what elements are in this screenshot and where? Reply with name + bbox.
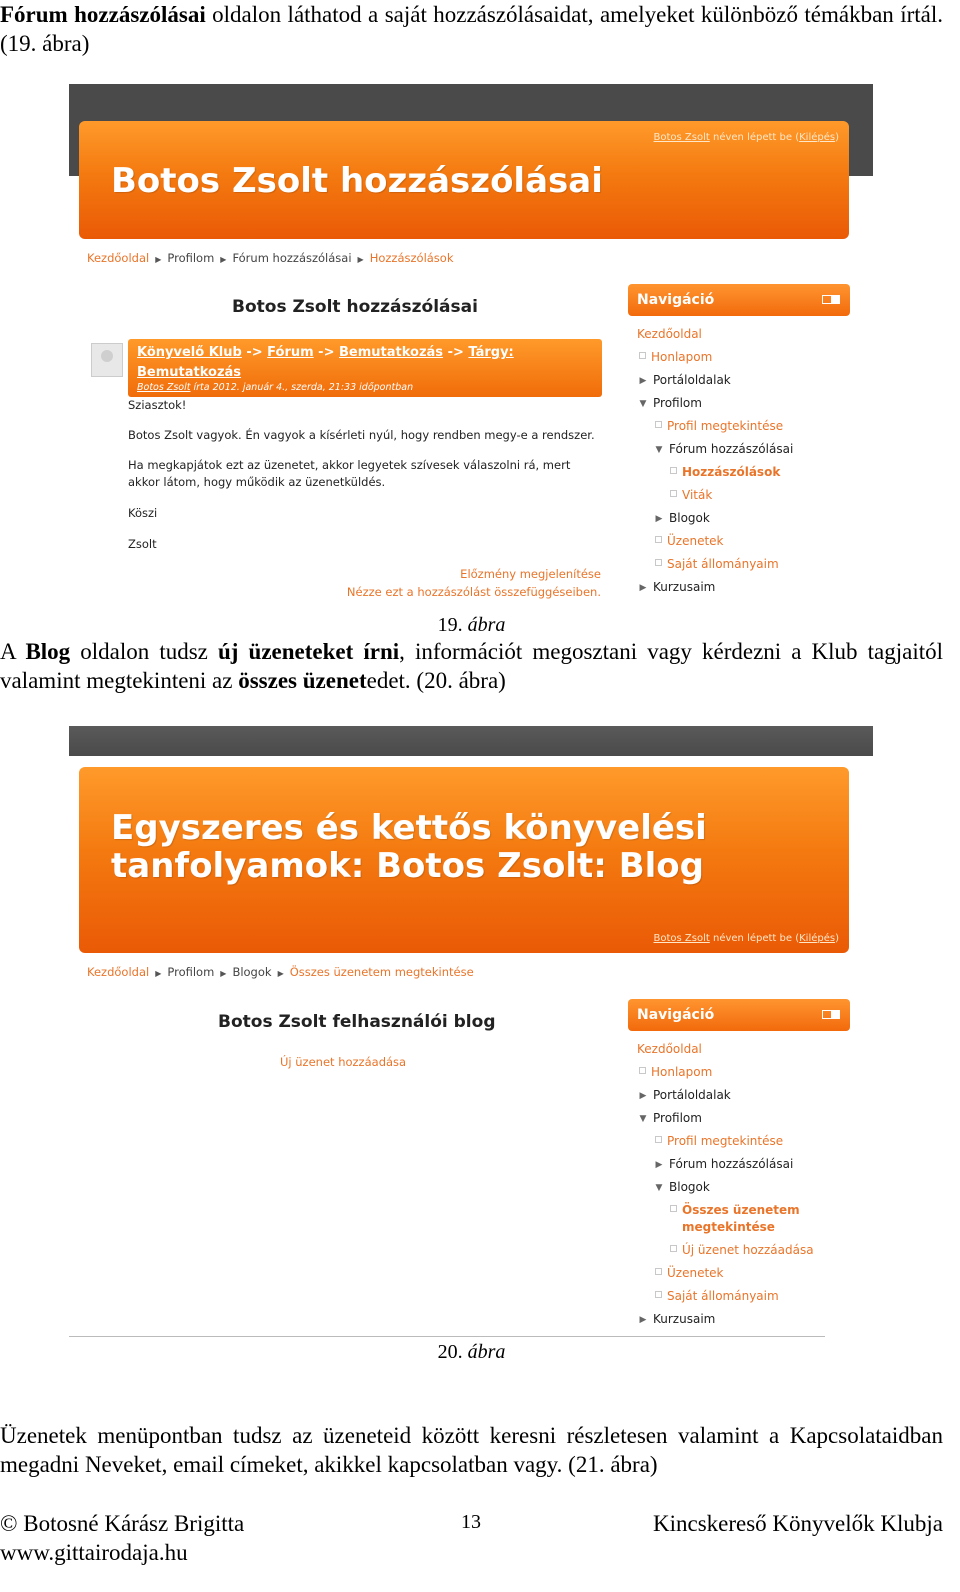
bullet-square-icon bbox=[639, 352, 646, 359]
post-path-link[interactable]: Fórum bbox=[267, 345, 314, 360]
post-line: Köszi bbox=[128, 506, 158, 520]
page-title: Botos Zsolt hozzászólásai bbox=[232, 297, 478, 317]
nav-item[interactable] bbox=[653, 1288, 779, 1305]
page-banner bbox=[79, 121, 849, 239]
login-info: Botos Zsolt néven lépett be (Kilépés) bbox=[653, 933, 839, 944]
nav-item[interactable] bbox=[637, 1064, 712, 1081]
login-user-link[interactable]: Botos Zsolt bbox=[653, 933, 710, 944]
nav-item[interactable] bbox=[668, 464, 780, 481]
nav-item[interactable] bbox=[637, 326, 702, 343]
breadcrumb-profile[interactable]: Profilom bbox=[167, 965, 215, 979]
nav-item[interactable] bbox=[637, 1087, 731, 1104]
messages-paragraph: Üzenetek menüpontban tudsz az üzeneteid között keresni részletesen valamint a Kapcsolataidban megadni Neveket, email címeket, akikkel kapcsolatban vagy. (21. ábra) bbox=[0, 1423, 943, 1477]
nav-item-label: Üzenetek bbox=[667, 1266, 724, 1280]
nav-item-label: Kezdőoldal bbox=[637, 327, 702, 341]
nav-item[interactable] bbox=[637, 1311, 715, 1328]
expand-arrow-icon: ▶ bbox=[639, 583, 647, 593]
nav-item[interactable] bbox=[668, 1242, 814, 1259]
nav-item[interactable] bbox=[668, 487, 712, 504]
breadcrumb-blogs[interactable]: Blogok bbox=[232, 965, 272, 979]
bullet-square-icon bbox=[670, 467, 677, 474]
blog-paragraph: A Blog oldalon tudsz új üzeneteket írni, információt megosztani vagy kérdezni a Klub tagjaitól valamint megtekinteni az összes üzenetedet. (20. ábra) bbox=[0, 639, 944, 693]
nav-item-label: Kurzusaim bbox=[653, 1312, 716, 1326]
nav-item-label: Profil megtekintése bbox=[667, 419, 784, 433]
nav-item-label: Fórum hozzászólásai bbox=[669, 1157, 794, 1171]
nav-item[interactable] bbox=[653, 1156, 793, 1173]
login-user-link[interactable]: Botos Zsolt bbox=[653, 132, 710, 143]
nav-item-label: Kurzusaim bbox=[653, 580, 716, 594]
nav-item-label: Saját állományaim bbox=[667, 1289, 779, 1303]
nav-item[interactable] bbox=[653, 556, 779, 573]
dock-icon[interactable] bbox=[822, 1010, 840, 1019]
nav-item-label: Profil megtekintése bbox=[667, 1134, 784, 1148]
footer-website: www.gittairodaja.hu bbox=[0, 1540, 188, 1565]
nav-item[interactable] bbox=[637, 395, 702, 412]
bullet-square-icon bbox=[639, 1067, 646, 1074]
post-line: Zsolt bbox=[128, 537, 157, 551]
post-path-link[interactable]: Bemutatkozás bbox=[339, 345, 444, 360]
breadcrumb bbox=[87, 251, 454, 265]
nav-item[interactable] bbox=[637, 1041, 702, 1058]
bullet-square-icon bbox=[655, 1291, 662, 1298]
collapse-arrow-icon: ▼ bbox=[655, 445, 663, 455]
nav-item-label: Blogok bbox=[669, 1180, 710, 1194]
nav-item[interactable] bbox=[653, 1179, 710, 1196]
nav-item-label: Új üzenet hozzáadása bbox=[682, 1243, 814, 1257]
figure-19-screenshot bbox=[69, 84, 873, 612]
nav-item[interactable] bbox=[668, 1202, 800, 1236]
expand-arrow-icon: ▶ bbox=[655, 514, 663, 524]
breadcrumb-sep-icon: ▶ bbox=[220, 969, 227, 978]
nav-item-label: Blogok bbox=[669, 511, 710, 525]
bullet-square-icon bbox=[670, 1205, 677, 1212]
nav-item-label: Viták bbox=[682, 488, 713, 502]
post-line: Sziasztok! bbox=[128, 398, 187, 412]
collapse-arrow-icon: ▼ bbox=[639, 399, 647, 409]
nav-item-label: Profilom bbox=[653, 1111, 702, 1125]
nav-item[interactable] bbox=[653, 441, 793, 458]
nav-item-label: Hozzászólások bbox=[682, 465, 781, 479]
dock-icon[interactable] bbox=[822, 295, 840, 304]
nav-item-label: Saját állományaim bbox=[667, 557, 779, 571]
breadcrumb-home[interactable]: Kezdőoldal bbox=[87, 251, 150, 265]
bullet-square-icon bbox=[655, 421, 662, 428]
breadcrumb-current[interactable]: Hozzászólások bbox=[369, 251, 454, 265]
figure-20-screenshot bbox=[69, 718, 873, 1338]
post-line: Ha megkapjátok ezt az üzenetet, akkor legyetek szívesek válaszolni rá, mert akkor látom, hogy működik az üzenetküldés. bbox=[128, 458, 571, 489]
post-path-link[interactable]: Tárgy: Bemutatkozás bbox=[137, 345, 514, 380]
navigation-block bbox=[628, 284, 850, 594]
nav-item[interactable] bbox=[653, 1133, 783, 1150]
nav-item-label: Összes üzenetem megtekintése bbox=[682, 1203, 800, 1234]
nav-item-label: Honlapom bbox=[651, 350, 713, 364]
divider bbox=[69, 1336, 825, 1337]
nav-item[interactable] bbox=[653, 510, 710, 527]
navigation-title: Navigáció bbox=[637, 292, 715, 308]
intro-paragraph bbox=[0, 0, 943, 58]
expand-arrow-icon: ▶ bbox=[639, 376, 647, 386]
post-path-separator: -> bbox=[241, 345, 268, 360]
caption-20: 20. ábra bbox=[437, 1341, 506, 1363]
bullet-square-icon bbox=[655, 559, 662, 566]
logout-link[interactable]: Kilépés bbox=[799, 132, 836, 143]
logout-link[interactable]: Kilépés bbox=[799, 933, 836, 944]
banner-title: Botos Zsolt hozzászólásai bbox=[111, 161, 603, 201]
nav-item[interactable] bbox=[637, 1110, 702, 1127]
bullet-square-icon bbox=[670, 490, 677, 497]
post-path-link[interactable]: Könyvelő Klub bbox=[137, 345, 242, 360]
bullet-square-icon bbox=[655, 1268, 662, 1275]
add-message-link[interactable]: Új üzenet hozzáadása bbox=[280, 1055, 407, 1069]
post-path-separator: -> bbox=[443, 345, 469, 360]
expand-arrow-icon: ▶ bbox=[639, 1091, 647, 1101]
nav-item-label: Portáloldalak bbox=[653, 373, 731, 387]
breadcrumb-current[interactable]: Összes üzenetem megtekintése bbox=[289, 965, 474, 979]
nav-item[interactable] bbox=[653, 533, 724, 550]
show-previous-link[interactable]: Előzmény megjelenítése bbox=[460, 567, 601, 581]
intro-bold: Fórum hozzászólásai bbox=[0, 2, 206, 27]
breadcrumb-sep-icon: ▶ bbox=[220, 255, 227, 264]
breadcrumb-home[interactable]: Kezdőoldal bbox=[87, 965, 150, 979]
breadcrumb bbox=[87, 965, 474, 979]
navigation-header bbox=[628, 999, 850, 1031]
footer-author: © Botosné Kárász Brigitta bbox=[0, 1511, 245, 1536]
nav-item-label: Profilom bbox=[653, 396, 702, 410]
collapse-arrow-icon: ▼ bbox=[655, 1183, 663, 1193]
breadcrumb-forum[interactable]: Fórum hozzászólásai bbox=[232, 251, 352, 265]
nav-item-label: Kezdőoldal bbox=[637, 1042, 702, 1056]
navigation-title: Navigáció bbox=[637, 1007, 715, 1023]
expand-arrow-icon: ▶ bbox=[639, 1315, 647, 1325]
page-banner bbox=[79, 767, 849, 953]
breadcrumb-sep-icon: ▶ bbox=[277, 969, 284, 978]
navigation-block bbox=[628, 999, 850, 1326]
page-title: Botos Zsolt felhasználói blog bbox=[218, 1012, 496, 1032]
nav-item[interactable] bbox=[653, 418, 783, 435]
bullet-square-icon bbox=[670, 1245, 677, 1252]
nav-item[interactable] bbox=[637, 372, 731, 389]
context-link[interactable]: Nézze ezt a hozzászólást összefüggéseiben. bbox=[346, 585, 601, 599]
banner-title: Egyszeres és kettős könyvelési tanfolyamok: Botos Zsolt: Blog bbox=[111, 808, 707, 886]
nav-item[interactable] bbox=[653, 1265, 724, 1282]
nav-item-label: Honlapom bbox=[651, 1065, 713, 1079]
nav-item-label: Portáloldalak bbox=[653, 1088, 731, 1102]
nav-item[interactable] bbox=[637, 349, 712, 366]
bullet-square-icon bbox=[655, 536, 662, 543]
nav-item[interactable] bbox=[637, 579, 715, 596]
breadcrumb-profile[interactable]: Profilom bbox=[167, 251, 215, 265]
post-path-separator: -> bbox=[313, 345, 339, 360]
intro-text: oldalon láthatod a saját hozzászólásaidat, amelyeket különböző témákban írtál. (19. ábra) bbox=[0, 2, 943, 56]
caption-19: 19. ábra bbox=[437, 614, 506, 636]
navigation-header bbox=[628, 284, 850, 316]
footer-club: Kincskereső Könyvelők Klubja bbox=[653, 1511, 943, 1536]
page-number: 13 bbox=[461, 1511, 481, 1533]
avatar bbox=[91, 343, 123, 377]
breadcrumb-sep-icon: ▶ bbox=[357, 255, 364, 264]
browser-bar bbox=[69, 718, 873, 756]
nav-item-label: Üzenetek bbox=[667, 534, 724, 548]
post-meta: Botos Zsolt írta 2012. január 4., szerda, 21:33 időpontban bbox=[137, 382, 414, 393]
nav-item-label: Fórum hozzászólásai bbox=[669, 442, 794, 456]
collapse-arrow-icon: ▼ bbox=[639, 1114, 647, 1124]
post-line: Botos Zsolt vagyok. Én vagyok a kísérleti nyúl, hogy rendben megy-e a rendszer. bbox=[128, 428, 595, 442]
login-info: Botos Zsolt néven lépett be (Kilépés) bbox=[653, 132, 839, 143]
post-path bbox=[137, 343, 597, 383]
breadcrumb-sep-icon: ▶ bbox=[155, 969, 162, 978]
expand-arrow-icon: ▶ bbox=[655, 1160, 663, 1170]
bullet-square-icon bbox=[655, 1136, 662, 1143]
post-header bbox=[128, 339, 602, 397]
post-author-link[interactable]: Botos Zsolt bbox=[137, 382, 191, 393]
breadcrumb-sep-icon: ▶ bbox=[155, 255, 162, 264]
